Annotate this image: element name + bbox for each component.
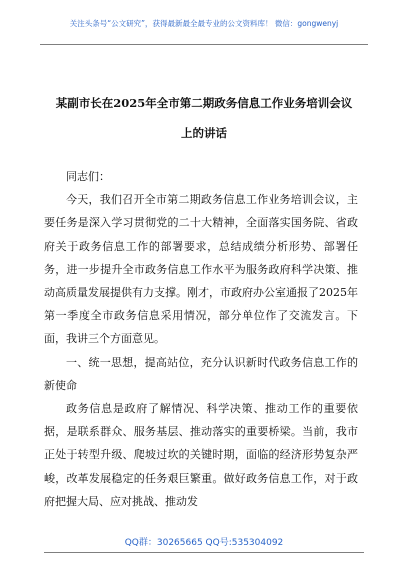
- document-title-line-1: 某副市长在2025年全市第二期政务信息工作业务培训会议: [55, 96, 353, 110]
- header-promo-note: 关注头条号“公文研究”，获得最新最全最专业的公文资料库！ 微信：gongwenyj: [69, 19, 339, 28]
- document-body: [44, 165, 358, 513]
- body-paragraph: 今天，我们召开全市第二期政务信息工作业务培训会议，主要任务是深入学习贯彻党的二十大精神，全面落实国务院、省政府关于政务信息工作的部署要求，总结成绩分析形势、部署任务，进一步提升全市政务信息工作水平为服务政府科学决策、推动高质量发展提供有力支撑。刚才，市政府办公室通报了2025年第一季度全市政务信息采用情况，部分单位作了交流发言。下面，我讲三个方面意见。: [44, 193, 358, 346]
- header-divider: [40, 44, 368, 45]
- footer-contact: QQ群：30265665 QQ号:535304092: [124, 538, 284, 548]
- section-heading: 一、统一思想，提高站位，充分认识新时代政务信息工作的新使命: [44, 355, 358, 392]
- footer-divider: [44, 552, 364, 553]
- salutation: 同志们：: [66, 170, 110, 183]
- document-title-line-2: 上的讲话: [181, 126, 227, 140]
- body-paragraph: 政务信息是政府了解情况、科学决策、推动工作的重要依据，是联系群众、服务基层、推动落实的重要桥梁。当前，我市正处于转型升级、爬坡过坎的关键时期，面临的经济形势复杂严峻，改革发展稳定的任务艰巨繁重。做好政务信息工作，对于政府把握大局、应对挑战、推动发: [44, 402, 358, 508]
